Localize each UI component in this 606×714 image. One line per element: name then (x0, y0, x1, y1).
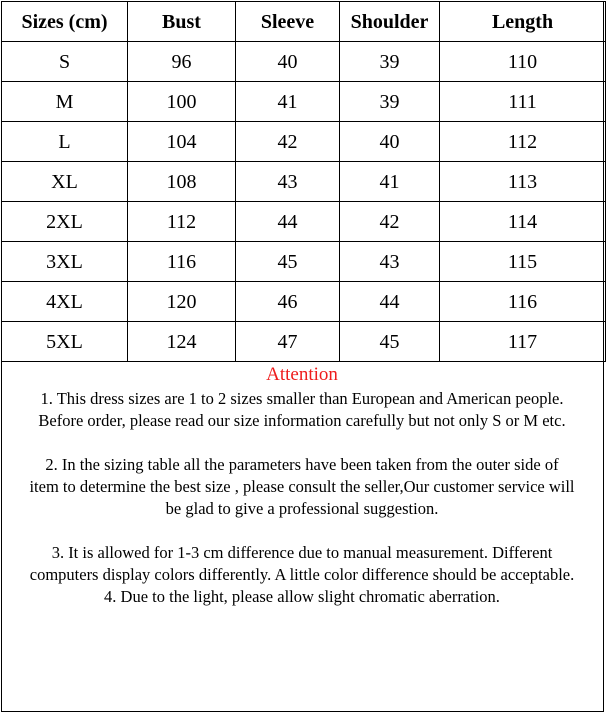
cell-bust: 120 (128, 282, 236, 322)
note-1-line-1: 1. This dress sizes are 1 to 2 sizes smaller than European and American people. (40, 389, 564, 408)
note-3-line-2: computers display colors differently. A little color difference should be acceptable. (29, 565, 575, 584)
note-spacer (2, 432, 602, 454)
cell-length: 115 (440, 242, 606, 282)
cell-bust: 96 (128, 42, 236, 82)
cell-shoulder: 45 (340, 322, 440, 362)
cell-size: 3XL (2, 242, 128, 282)
cell-bust: 108 (128, 162, 236, 202)
cell-bust: 116 (128, 242, 236, 282)
note-2-line-3: be glad to give a professional suggestion. (165, 499, 439, 518)
cell-sleeve: 40 (236, 42, 340, 82)
cell-shoulder: 41 (340, 162, 440, 202)
cell-length: 112 (440, 122, 606, 162)
table-row (2, 122, 606, 162)
table-row (2, 162, 606, 202)
note-2-line-2: item to determine the best size , please consult the seller,Our customer service will (29, 477, 575, 496)
cell-size: 4XL (2, 282, 128, 322)
note-2-line-1: 2. In the sizing table all the parameters have been taken from the outer side of (45, 455, 559, 474)
cell-bust: 104 (128, 122, 236, 162)
cell-sleeve: 47 (236, 322, 340, 362)
cell-shoulder: 42 (340, 202, 440, 242)
header-shoulder: Shoulder (340, 2, 440, 42)
cell-size: 5XL (2, 322, 128, 362)
cell-shoulder: 39 (340, 82, 440, 122)
table-row (2, 42, 606, 82)
header-sleeve: Sleeve (236, 2, 340, 42)
cell-size: XL (2, 162, 128, 202)
cell-shoulder: 40 (340, 122, 440, 162)
cell-length: 117 (440, 322, 606, 362)
cell-bust: 100 (128, 82, 236, 122)
cell-length: 116 (440, 282, 606, 322)
cell-size: M (2, 82, 128, 122)
cell-sleeve: 46 (236, 282, 340, 322)
cell-size: L (2, 122, 128, 162)
cell-length: 111 (440, 82, 606, 122)
header-sizes: Sizes (cm) (2, 2, 128, 42)
cell-size: S (2, 42, 128, 82)
cell-shoulder: 43 (340, 242, 440, 282)
attention-notes (2, 362, 602, 608)
table-row (2, 322, 606, 362)
table-row (2, 202, 606, 242)
cell-sleeve: 42 (236, 122, 340, 162)
note-1-line-2: Before order, please read our size information carefully but not only S or M etc. (38, 411, 566, 430)
cell-sleeve: 43 (236, 162, 340, 202)
cell-bust: 124 (128, 322, 236, 362)
note-4: 4. Due to the light, please allow slight chromatic aberration. (104, 587, 500, 606)
cell-sleeve: 41 (236, 82, 340, 122)
table-header-row (2, 2, 606, 42)
cell-length: 114 (440, 202, 606, 242)
attention-title: Attention (266, 364, 338, 385)
header-length: Length (440, 2, 606, 42)
cell-bust: 112 (128, 202, 236, 242)
cell-length: 110 (440, 42, 606, 82)
cell-shoulder: 44 (340, 282, 440, 322)
cell-sleeve: 45 (236, 242, 340, 282)
size-chart-table (1, 1, 606, 362)
cell-shoulder: 39 (340, 42, 440, 82)
note-spacer (2, 520, 602, 542)
header-bust: Bust (128, 2, 236, 42)
table-row (2, 242, 606, 282)
cell-sleeve: 44 (236, 202, 340, 242)
cell-size: 2XL (2, 202, 128, 242)
cell-length: 113 (440, 162, 606, 202)
table-row (2, 82, 606, 122)
table-row (2, 282, 606, 322)
note-3-line-1: 3. It is allowed for 1-3 cm difference due to manual measurement. Different (51, 543, 553, 562)
